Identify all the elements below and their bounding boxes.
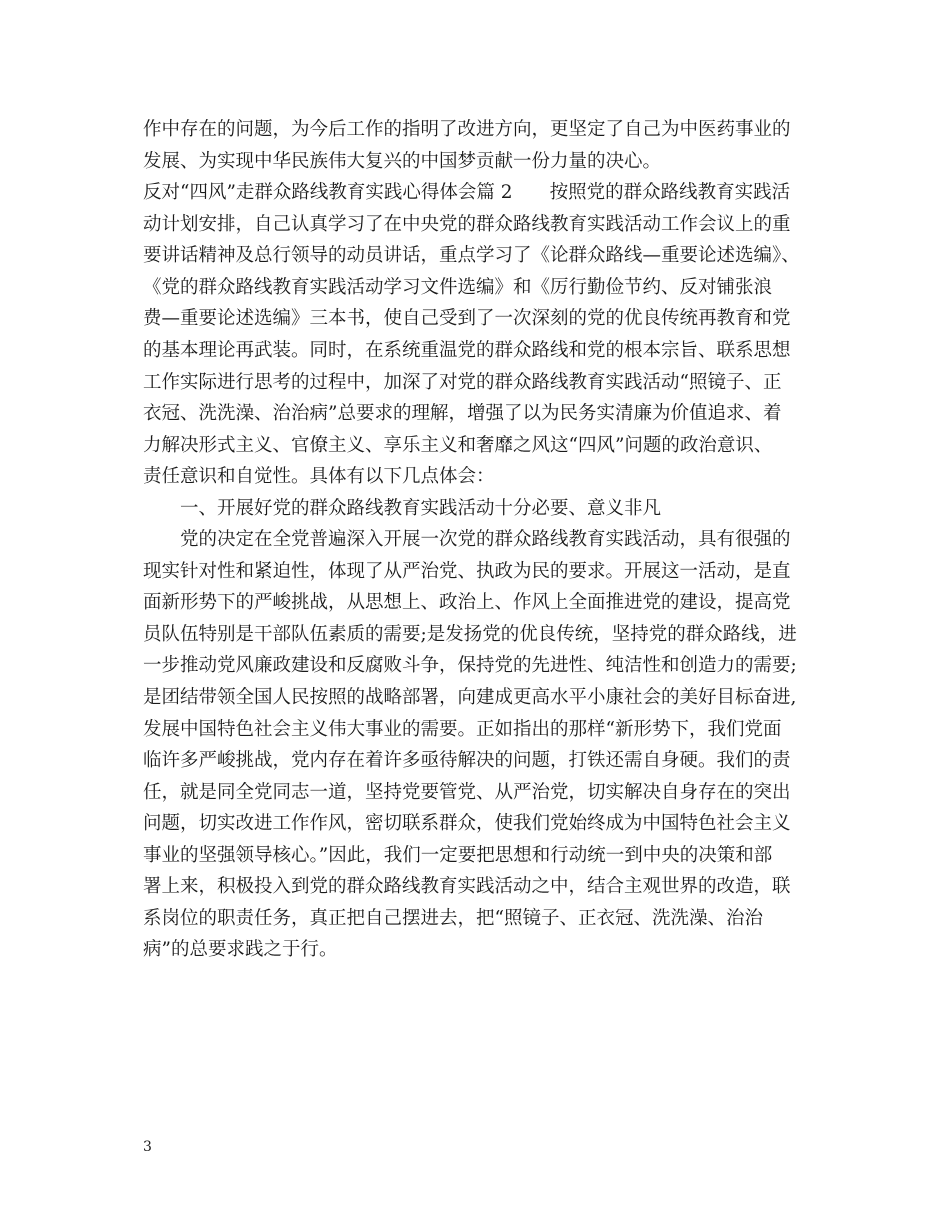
section-heading: 一、开展好党的群众路线教育实践活动十分必要、意义非凡 — [143, 498, 662, 519]
text-line: 党的决定在全党普遍深入开展一次党的群众路线教育实践活动，具有很强的 — [143, 529, 791, 550]
text-line: 要讲话精神及总行领导的动员讲话，重点学习了《论群众路线—重要论述选编》、 — [143, 245, 800, 266]
text-line: 问题，切实改进工作作风，密切联系群众，使我们党始终成为中国特色社会主义 — [143, 813, 791, 834]
text-line: 的基本理论再武装。同时，在系统重温党的群众路线和党的根本宗旨、联系思想 — [143, 340, 791, 361]
text-line: 发展、为实现中华民族伟大复兴的中国梦贡献一份力量的决心。 — [143, 151, 662, 172]
text-line: 动计划安排，自己认真学习了在中央党的群众路线教育实践活动工作会议上的重 — [143, 214, 791, 235]
text-line: 署上来，积极投入到党的群众路线教育实践活动之中，结合主观世界的改造，联 — [143, 876, 791, 897]
text-line: 一步推动党风廉政建设和反腐败斗争，保持党的先进性、纯洁性和创造力的需要; — [143, 655, 797, 676]
page-number: 3 — [143, 1139, 152, 1155]
text-line: 责任意识和自觉性。具体有以下几点体会： — [143, 466, 495, 487]
text-line: 发展中国特色社会主义伟大事业的需要。正如指出的那样“新形势下，我们党面 — [143, 719, 782, 740]
text-line: 力解决形式主义、官僚主义、享乐主义和奢靡之风这“四风”问题的政治意识、 — [143, 435, 773, 456]
text-line: 员队伍特别是干部队伍素质的需要;是发扬党的优良传统，坚持党的群众路线，进 — [143, 624, 797, 645]
text-line: 面新形势下的严峻挑战，从思想上、政治上、作风上全面推进党的建设，提高党 — [143, 592, 791, 613]
text-line: 费—重要论述选编》三本书，使自己受到了一次深刻的党的优良传统再教育和党 — [143, 308, 791, 329]
text-line: 现实针对性和紧迫性，体现了从严治党、执政为民的要求。开展这一活动，是直 — [143, 561, 791, 582]
text-line: 病”的总要求践之于行。 — [143, 939, 338, 960]
text-line: 作中存在的问题，为今后工作的指明了改进方向，更坚定了自己为中医药事业的 — [143, 119, 791, 140]
text-line: 工作实际进行思考的过程中，加深了对党的群众路线教育实践活动“照镜子、正 — [143, 372, 782, 393]
text-line: 系岗位的职责任务，真正把自己摆进去，把“照镜子、正衣冠、洗洗澡、治治 — [143, 908, 763, 929]
text-line: 是团结带领全国人民按照的战略部署，向建成更高水平小康社会的美好目标奋进, — [143, 687, 797, 708]
text-line: 事业的坚强领导核心。”因此，我们一定要把思想和行动统一到中央的决策和部 — [143, 845, 773, 866]
text-line: 《党的群众路线教育实践活动学习文件选编》和《厉行勤俭节约、反对铺张浪 — [143, 277, 773, 298]
text-line: 临许多严峻挑战，党内存在着许多亟待解决的问题，打铁还需自身硬。我们的责 — [143, 750, 791, 771]
text-line: 反对“四风”走群众路线教育实践心得体会篇 2 按照党的群众路线教育实践活 — [143, 182, 791, 203]
text-line: 任，就是同全党同志一道，坚持党要管党、从严治党，切实解决自身存在的突出 — [143, 782, 791, 803]
text-line: 衣冠、洗洗澡、治治病”总要求的理解，增强了以为民务实清廉为价值追求、着 — [143, 403, 782, 424]
